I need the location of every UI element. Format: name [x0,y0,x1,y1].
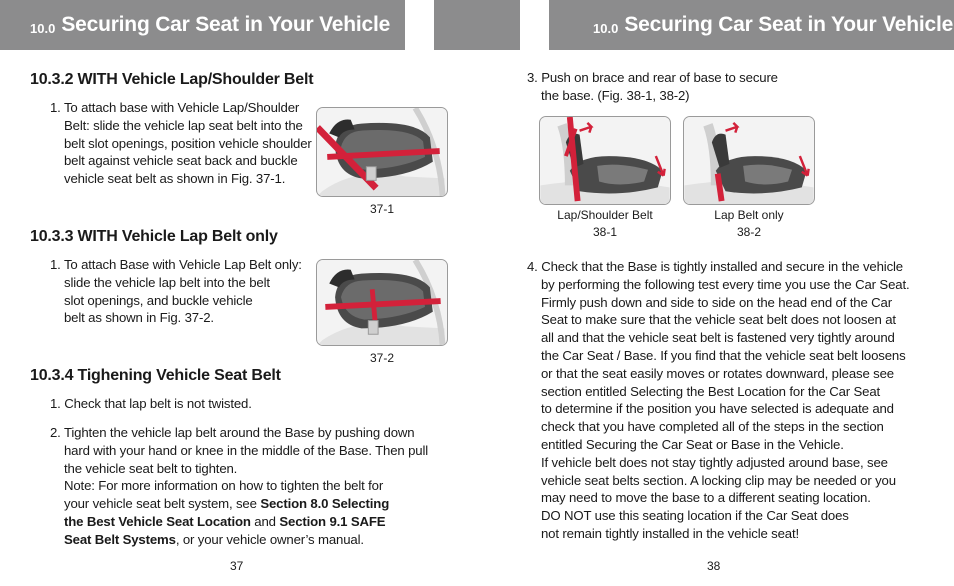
text-line: not remain tightly installed in the vehicle seat! [541,525,800,541]
step-text: 1. Check that lap belt is not twisted. [50,396,252,411]
text-line: belt as shown in Fig. 37-2. [64,310,214,326]
figure-38-2 [683,116,815,205]
caption-line: Lap Belt only [714,208,784,222]
text-line: Note: For more information on how to tighten the belt for [64,478,384,494]
text-line: section entitled Selecting the Best Location for the Car Seat [541,383,881,399]
car-seat-base-illustration [684,117,814,204]
text-line: DO NOT use this seating location if the Car Seat does [541,508,849,524]
text-line: or that the seat easily moves or rotates downward, please see [541,365,894,381]
header-left [0,0,405,50]
section-text-lap-shoulder [50,99,320,188]
text-line: slide the vehicle lap belt into the belt [64,274,270,290]
text-line: 2. Tighten the vehicle lap belt around the Base by pushing down [50,425,415,440]
text-line: Seat to make sure that the vehicle seat belt does not loosen at [541,312,896,328]
text-line: entitled Securing the Car Seat or Base in the Vehicle. [541,436,844,452]
text-line: check that you have completed all of the steps in the section [541,419,884,435]
text-line: belt slot openings, position vehicle shoulder [64,135,312,151]
figure-caption: 37-2 [369,351,395,365]
car-seat-base-illustration [540,117,670,204]
text-line: belt against vehicle seat back and buckle [64,153,298,169]
text-fragment: and [250,513,280,529]
car-seat-base-illustration [317,108,447,196]
car-seat-base-illustration [317,260,447,345]
figure-caption [545,207,665,241]
text-line [50,531,460,549]
section-number: 10.0 [30,20,56,36]
figure-37-1 [316,107,448,197]
section-reference: the Best Vehicle Seat Location [64,513,251,529]
text-line: may need to move the base to a different seating location. [541,490,871,506]
text-line: all and that the vehicle seat belt is fastened very tightly around [541,330,895,346]
section-reference: Section 8.0 Selecting [260,496,390,512]
text-line: Belt: slide the vehicle lap seat belt into the [64,117,303,133]
section-text-lap-only [50,256,320,327]
text-line: to determine if the position you have selected is adequate and [541,401,894,417]
header-right [549,0,954,50]
text-line: Firmly push down and side to side on the head end of the Car [541,294,892,310]
text-line: vehicle seat belts section. A locking clip may be needed or you [541,472,896,488]
page-number-left: 37 [230,559,244,573]
page-title: Securing Car Seat in Your Vehicle [61,13,391,36]
section-number: 10.0 [593,20,619,36]
text-line: 1. To attach Base with Vehicle Lap Belt only: [50,257,302,272]
text-fragment: your vehicle seat belt system, see [64,496,261,512]
caption-line: Lap/Shoulder Belt [557,208,653,222]
section-heading-lap-shoulder: 10.3.2 WITH Vehicle Lap/Shoulder Belt [30,71,314,88]
text-line: vehicle seat belt as shown in Fig. 37-1. [64,171,286,187]
text-line [50,495,460,513]
figure-caption: 37-1 [369,202,395,216]
text-line: 4. Check that the Base is tightly installed and secure in the vehicle [527,259,903,274]
text-fragment: , or your vehicle owner’s manual. [175,531,364,547]
section-text-tightening [50,424,460,549]
caption-line: 38-2 [736,225,762,239]
text-line: slot openings, and buckle vehicle [64,292,253,308]
section-heading-lap-only: 10.3.3 WITH Vehicle Lap Belt only [30,228,278,245]
caption-line: 38-1 [592,225,618,239]
figure-38-1 [539,116,671,205]
page-title: Securing Car Seat in Your Vehicle [624,13,954,36]
figure-caption [689,207,809,241]
text-line: the Car Seat / Base. If you find that the vehicle seat belt loosens [541,347,906,363]
figure-37-2 [316,259,448,346]
text-line: If vehicle belt does not stay tightly adjusted around base, see [541,454,888,470]
header-divider-block [434,0,520,50]
step4-text [527,258,947,543]
text-line: 1. To attach base with Vehicle Lap/Shoulder [50,100,300,115]
text-line: hard with your hand or knee in the middle of the Base. Then pull [64,442,429,458]
text-line: the base. (Fig. 38-1, 38-2) [541,87,690,103]
text-line: 3. Push on brace and rear of base to secure [527,70,778,85]
section-heading-tightening: 10.3.4 Tighening Vehicle Seat Belt [30,367,281,384]
step3-text [527,69,927,105]
text-line: the vehicle seat belt to tighten. [64,460,238,476]
page-number-right: 38 [707,559,721,573]
text-line: by performing the following test every time you use the Car Seat. [541,276,910,292]
section-reference: Section 9.1 SAFE [279,513,386,529]
text-line [50,513,460,531]
section-reference: Seat Belt Systems [64,531,176,547]
